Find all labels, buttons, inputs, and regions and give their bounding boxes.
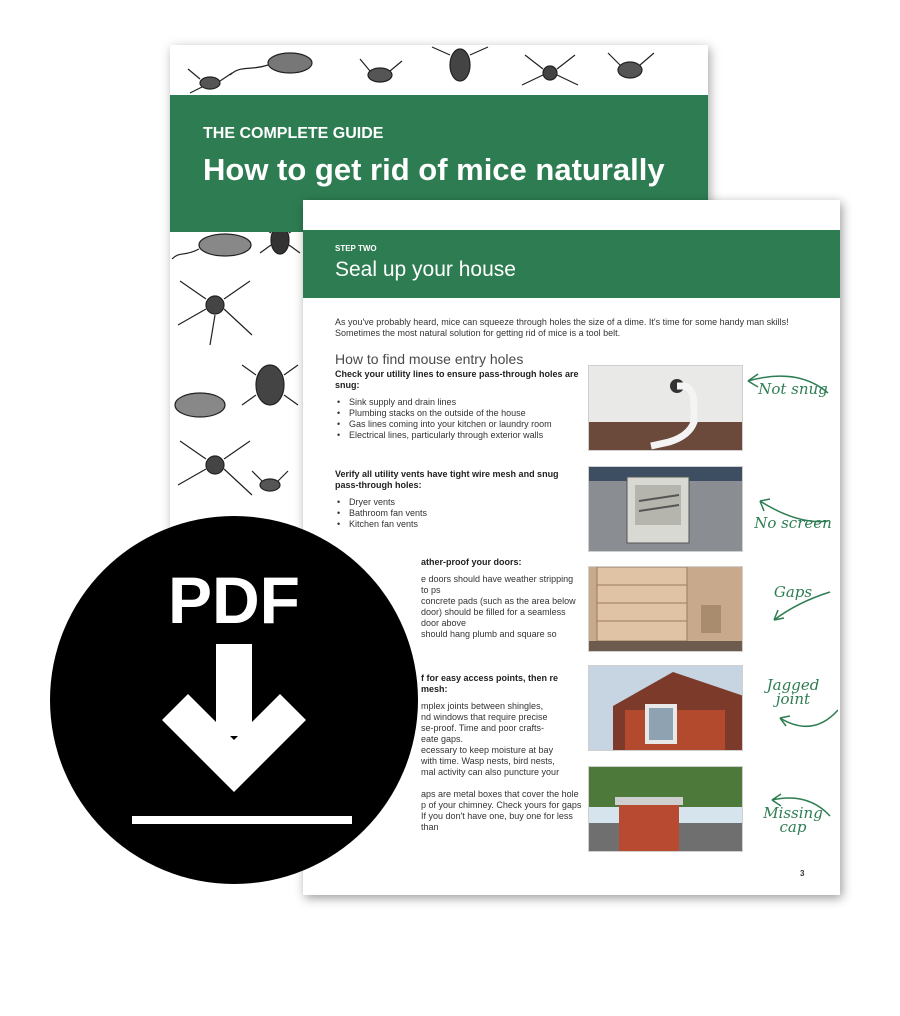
gaps-arrow-icon: [688, 572, 838, 632]
page-number: 3: [800, 869, 805, 878]
utility-lines-section: [335, 369, 583, 441]
doors-section: [421, 557, 583, 640]
list-item: • Sink supply and drain lines: [335, 397, 583, 408]
pdf-download-button[interactable]: [50, 516, 418, 884]
utility-vents-section: [335, 469, 583, 530]
beetle-icon: [242, 365, 298, 405]
utility-lines-list: [335, 397, 583, 441]
step-label: STEP TWO: [335, 244, 377, 253]
intro-paragraph: As you've probably heard, mice can squeeze through holes the size of a dime. It's time for some handy man skills! Sometimes the most natural solution for getting rid of mice is a tool belt.: [335, 317, 789, 338]
roof-heading: f for easy access points, then re mesh:: [421, 673, 559, 694]
roof-line: ecessary to keep moisture at bay: [421, 745, 554, 755]
roof-line: mal activity can also puncture your: [421, 767, 560, 777]
download-arrow-icon: [162, 644, 306, 794]
roof-line: eate gaps.: [421, 734, 464, 744]
roof-line: If you don't have one, buy one for less than: [421, 811, 573, 832]
callout-jagged-joint: Jagged joint: [766, 676, 820, 708]
list-item: • Plumbing stacks on the outside of the house: [335, 408, 583, 419]
utility-vents-heading: Verify all utility vents have tight wire mesh and snug pass-through holes:: [335, 469, 559, 490]
cover-kicker: THE COMPLETE GUIDE: [203, 125, 384, 142]
fly-icon: [608, 53, 654, 78]
section-heading: How to find mouse entry holes: [335, 351, 524, 367]
pdf-label: PDF: [168, 563, 300, 637]
callout-missing-cap: Missing cap: [763, 804, 823, 836]
step-banner: [303, 230, 840, 298]
utility-lines-heading: Check your utility lines to ensure pass-through holes are snug:: [335, 369, 579, 390]
doors-line: concrete pads (such as the area below door) should be filled for a seamless door above: [421, 596, 576, 628]
list-item: • Bathroom fan vents: [335, 508, 583, 519]
roof-line: aps are metal boxes that cover the hole: [421, 789, 579, 799]
cover-title: How to get rid of mice naturally: [203, 152, 665, 187]
fly-icon: [252, 471, 288, 491]
spider-icon: [178, 281, 252, 345]
utility-vents-list: [335, 497, 583, 530]
roof-line: nd windows that require precise: [421, 712, 548, 722]
mouse-icon: [230, 53, 312, 75]
doors-line: should hang plumb and square so: [421, 629, 557, 639]
mouse-icon: [175, 393, 225, 417]
callout-no-screen: No screen: [754, 514, 832, 532]
mouse-icon: [172, 234, 251, 259]
step-title: Seal up your house: [335, 258, 516, 281]
spider-icon: [522, 55, 578, 85]
fly-icon: [188, 69, 232, 93]
wasp-icon: [432, 47, 488, 81]
doors-line: e doors should have weather stripping to ps: [421, 574, 574, 595]
roof-line: p of your chimney. Check yours for gaps: [421, 800, 582, 810]
doors-heading: ather-proof your doors:: [421, 557, 522, 567]
roof-line: with time. Wasp nests, bird nests,: [421, 756, 555, 766]
roof-section: [421, 673, 583, 833]
roof-line: se-proof. Time and poor crafts-: [421, 723, 545, 733]
list-item: • Dryer vents: [335, 497, 583, 508]
list-item: • Electrical lines, particularly through exterior walls: [335, 430, 583, 441]
download-baseline-icon: [132, 816, 352, 824]
callout-not-snug: Not snug: [758, 380, 828, 398]
spider-icon: [178, 441, 252, 495]
list-item: • Kitchen fan vents: [335, 519, 583, 530]
callout-gaps: Gaps: [773, 583, 813, 601]
roof-line: mplex joints between shingles,: [421, 701, 544, 711]
list-item: • Gas lines coming into your kitchen or laundry room: [335, 419, 583, 430]
roof-line: [421, 778, 583, 789]
fly-icon: [360, 59, 402, 82]
